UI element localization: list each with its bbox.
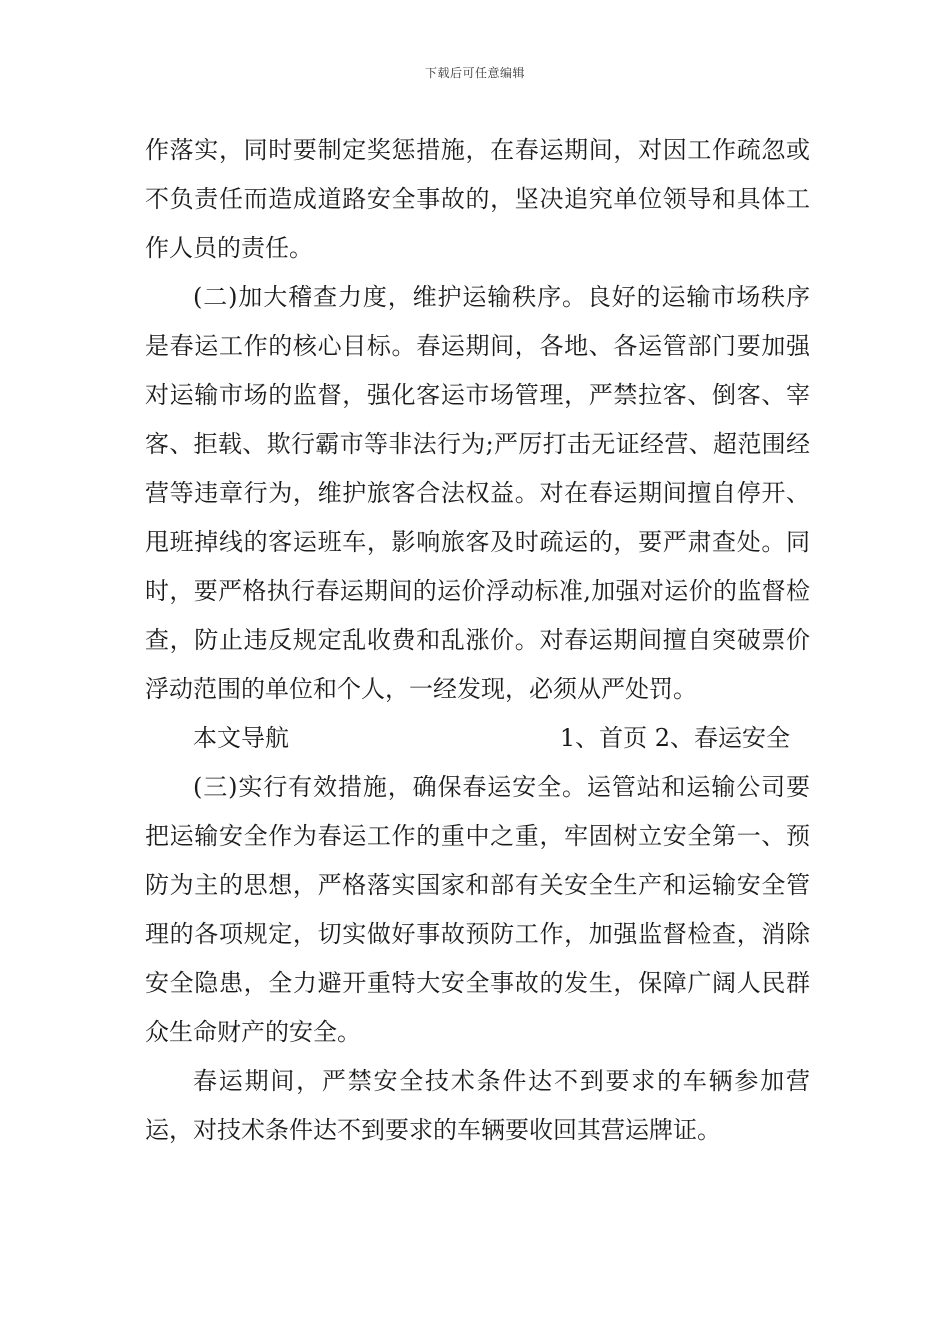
page-header-note: 下载后可任意编辑 — [424, 66, 525, 80]
paragraph-1: 作落实，同时要制定奖惩措施，在春运期间，对因工作疏忽或不负责任而造成道路安全事故的，坚决追究单位领导和具体工作人员的责任。 — [145, 136, 810, 262]
document-body — [145, 126, 810, 1155]
paragraph-3: (三)实行有效措施，确保春运安全。运管站和运输公司要把运输安全作为春运工作的重中之重，牢固树立安全第一、预防为主的思想，严格落实国家和部有关安全生产和运输安全管理的各项规定，切实做好事故预防工作，加强监督检查，消除安全隐患，全力避开重特大安全事故的发生，保障广阔人民群众生命财产的安全。 — [145, 773, 810, 1046]
navigation-label: 本文导航 — [193, 724, 289, 752]
navigation-links[interactable]: 1、首页 2、春运安全 — [559, 724, 790, 752]
paragraph-2: (二)加大稽查力度，维护运输秩序。良好的运输市场秩序是春运工作的核心目标。春运期间，各地、各运管部门要加强对运输市场的监督，强化客运市场管理，严禁拉客、倒客、宰客、拒载、欺行霸市等非法行为;严厉打击无证经营、超范围经营等违章行为，维护旅客合法权益。对在春运期间擅自停开、甩班掉线的客运班车，影响旅客及时疏运的，要严肃查处。同时，要严格执行春运期间的运价浮动标准,加强对运价的监督检查，防止违反规定乱收费和乱涨价。对春运期间擅自突破票价浮动范围的单位和个人，一经发现，必须从严处罚。 — [145, 283, 810, 703]
article-navigation — [145, 714, 810, 763]
paragraph-4: 春运期间，严禁安全技术条件达不到要求的车辆参加营运，对技术条件达不到要求的车辆要收回其营运牌证。 — [145, 1067, 810, 1144]
